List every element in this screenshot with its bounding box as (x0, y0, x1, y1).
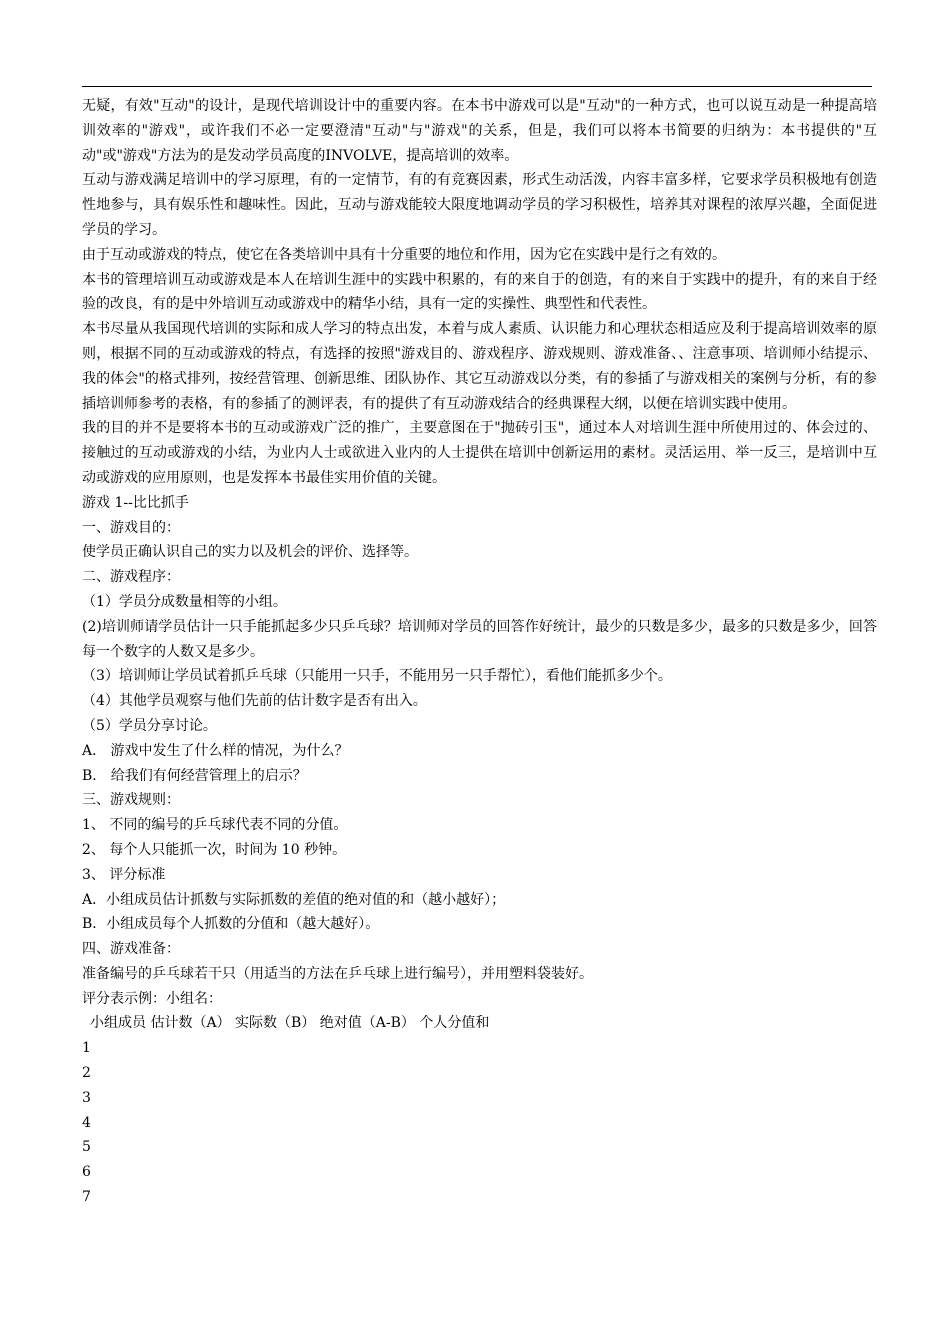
procedure-step-3: （3）培训师让学员试着抓乒乓球（只能用一只手，不能用另一只手帮忙），看他们能抓多少个。 (82, 668, 672, 685)
rule-2: 2、 每个人只能抓一次，时间为 10 秒钟。 (82, 841, 347, 858)
intro-paragraph-1: 无疑，有效"互动"的设计，是现代培训设计中的重要内容。在本书中游戏可以是"互动"的一种方式，也可以说互动是一种提高培训效率的"游戏"，或许我们不必一定要澄清"互动"与"游戏"的关系，但是，我们可以将本书简要的归纳为：本书提供的"互动"或"游戏"方法为的是发动学员高度的INVOLVE，提高培训的效率。 (82, 98, 877, 164)
score-table-row: 7 (82, 1189, 91, 1206)
rules-heading: 三、游戏规则： (82, 792, 180, 809)
procedure-step-1: （1）学员分成数量相等的小组。 (82, 593, 287, 610)
procedure-heading: 二、游戏程序： (82, 569, 180, 586)
prep-text: 准备编号的乒乓球若干只（用适当的方法在乒乓球上进行编号），并用塑料袋装好。 (82, 965, 593, 982)
scoring-criterion-a: A．小组成员估计抓数与实际抓数的差值的绝对值的和（越小越好）； (82, 891, 506, 908)
score-table-row: 2 (82, 1065, 91, 1082)
score-table-row: 6 (82, 1164, 91, 1181)
prep-heading: 四、游戏准备： (82, 941, 180, 958)
score-table-row: 3 (82, 1089, 91, 1106)
procedure-step-2: (2)培训师请学员估计一只手能抓起多少只乒乓球？培训师对学员的回答作好统计，最少的只数是多少，最多的只数是多少，回答每一个数字的人数又是多少。 (82, 618, 877, 660)
document-body (82, 94, 877, 1210)
score-table-row: 5 (82, 1139, 91, 1156)
intro-paragraph-6: 我的目的并不是要将本书的互动或游戏广泛的推广，主要意图在于"抛砖引玉"，通过本人对培训生涯中所使用过的、体会过的、接触过的互动或游戏的小结，为业内人士或欲进入业内的人士提供在培训中创新运用的素材。灵活运用、举一反三，是培训中互动或游戏的应用原则，也是发挥本书最佳实用价值的关键。 (82, 420, 877, 486)
procedure-step-4: （4）其他学员观察与他们先前的估计数字是否有出入。 (82, 693, 427, 710)
scoring-criterion-b: B．小组成员每个人抓数的分值和（越大越好）。 (82, 916, 380, 933)
intro-paragraph-3: 由于互动或游戏的特点，使它在各类培训中具有十分重要的地位和作用，因为它在实践中是行之有效的。 (82, 246, 726, 263)
header-rule (82, 86, 872, 87)
score-table-row: 1 (82, 1040, 91, 1057)
score-table-row: 4 (82, 1114, 91, 1131)
game-title: 游戏 1--比比抓手 (82, 494, 189, 511)
purpose-text: 使学员正确认识自己的实力以及机会的评价、选择等。 (82, 544, 418, 561)
score-table-header: 小组成员 估计数（A） 实际数（B） 绝对值（A-B） 个人分值和 (90, 1015, 490, 1032)
score-sheet-caption: 评分表示例：小组名： (82, 990, 222, 1007)
rule-3: 3、 评分标准 (82, 866, 166, 883)
intro-paragraph-2: 互动与游戏满足培训中的学习原理，有的一定情节，有的有竞赛因素，形式生动活泼，内容丰富多样，它要求学员积极地有创造性地参与，具有娱乐性和趣味性。因此，互动与游戏能较大限度地调动学员的学习积极性，培养其对课程的浓厚兴趣，全面促进学员的学习。 (82, 172, 877, 238)
discussion-question-a: A． 游戏中发生了什么样的情况，为什么？ (82, 742, 349, 759)
discussion-question-b: B． 给我们有何经营管理上的启示？ (82, 767, 307, 784)
purpose-heading: 一、游戏目的： (82, 519, 180, 536)
intro-paragraph-4: 本书的管理培训互动或游戏是本人在培训生涯中的实践中积累的，有的来自于的创造，有的来自于实践中的提升，有的来自于经验的改良，有的是中外培训互动或游戏中的精华小结，具有一定的实操性、典型性和代表性。 (82, 271, 877, 313)
rule-1: 1、 不同的编号的乒乓球代表不同的分值。 (82, 817, 348, 834)
intro-paragraph-5: 本书尽量从我国现代培训的实际和成人学习的特点出发，本着与成人素质、认识能力和心理状态相适应及利于提高培训效率的原则，根据不同的互动或游戏的特点，有选择的按照"游戏目的、游戏程序、游戏规则、游戏准备、、注意事项、培训师小结提示、我的体会"的格式排列，按经营管理、创新思维、团队协作、其它互动游戏以分类，有的参插了与游戏相关的案例与分析，有的参插培训师参考的表格，有的参插了的测评表，有的提供了有互动游戏结合的经典课程大纲，以便在培训实践中使用。 (82, 321, 877, 412)
procedure-step-5: （5）学员分享讨论。 (82, 717, 217, 734)
